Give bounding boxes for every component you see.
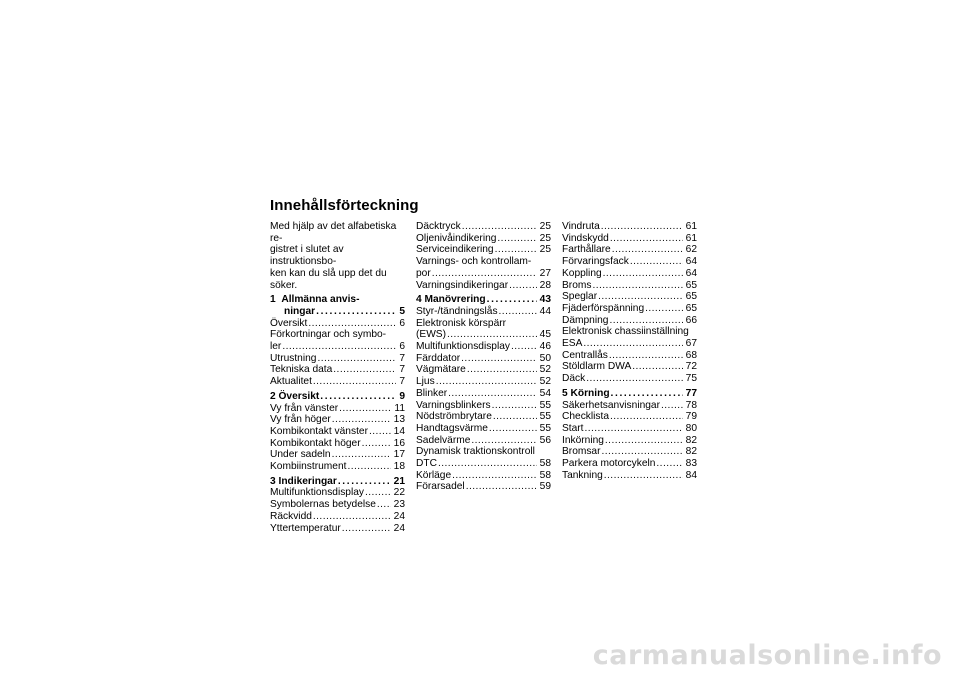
page-number: 65: [685, 291, 697, 303]
page-number: 58: [539, 469, 551, 481]
page-number: 83: [685, 458, 697, 470]
page-number: 61: [685, 221, 697, 232]
intro-line: Med hjälp av det alfabetiska re-: [270, 221, 397, 244]
toc-entry[interactable]: ler . . . 6: [270, 341, 405, 353]
toc-column-1: [270, 221, 405, 534]
page-number: 82: [685, 446, 697, 458]
page-number: 78: [685, 399, 697, 411]
page-number: 7: [399, 376, 405, 388]
toc-entry[interactable]: Oljenivåindikering . . . 25: [416, 233, 551, 245]
page-number: 77: [685, 387, 697, 399]
page-number: 7: [399, 364, 405, 376]
page-number: 16: [393, 437, 405, 449]
toc-entry[interactable]: DTC . . . 58: [416, 458, 551, 470]
toc-entry[interactable]: Under sadeln . . . 17: [270, 449, 405, 461]
page-number: 23: [393, 499, 405, 511]
toc-chapter-1[interactable]: [270, 294, 405, 317]
toc-entry-text: Elektronisk chassiinställning: [562, 326, 689, 338]
page-number: 18: [393, 461, 405, 473]
page-number: 66: [685, 314, 697, 326]
page-number: 80: [685, 422, 697, 434]
toc-entry[interactable]: por . . . 27: [416, 268, 551, 280]
page-number: 65: [685, 279, 697, 291]
page-number: 25: [539, 221, 551, 232]
page-number: 68: [685, 349, 697, 361]
toc-entry[interactable]: Tankning . . . 84: [562, 470, 697, 482]
toc-entry[interactable]: Aktualitet . . . 7: [270, 376, 405, 388]
page-number: 52: [539, 364, 551, 376]
page-number: 59: [539, 481, 551, 493]
toc-entry[interactable]: Vindruta . . . 61: [562, 221, 697, 233]
toc-chapter-1-entry: ningar . . . 5: [270, 306, 405, 318]
toc-entry[interactable]: Bromsar . . . 82: [562, 446, 697, 458]
toc-entry[interactable]: Färddator . . . 50: [416, 353, 551, 365]
toc-entry[interactable]: Utrustning . . . 7: [270, 353, 405, 365]
toc-entry[interactable]: Multifunktionsdisplay . . . 46: [416, 341, 551, 353]
page-number: 7: [399, 352, 405, 364]
toc-entry-text: Förkortningar och symbo-: [270, 329, 387, 341]
toc-chapter-1-title: 1 Allmänna anvis-: [270, 294, 360, 306]
intro-line: ken kan du slå upp det du söker.: [270, 267, 387, 291]
page-number: 25: [539, 232, 551, 244]
toc-entry[interactable]: Tekniska data . . . 7: [270, 364, 405, 376]
toc-entry[interactable]: Förvaringsfack . . . 64: [562, 256, 697, 268]
toc-entry[interactable]: Säkerhetsanvisningar . . . 78: [562, 400, 697, 412]
toc-entry[interactable]: Kombikontakt höger . . . 16: [270, 438, 405, 450]
page-number: 54: [539, 387, 551, 399]
intro-text: [270, 221, 405, 291]
page-number: 24: [393, 510, 405, 522]
page-number: 46: [539, 341, 551, 353]
page-number: 61: [685, 232, 697, 244]
page-number: 62: [685, 244, 697, 256]
page-number: 28: [539, 279, 551, 291]
page-number: 11: [394, 402, 405, 414]
toc-entry[interactable]: Handtagsvärme . . . 55: [416, 423, 551, 435]
page-number: 44: [539, 305, 551, 317]
toc-entry[interactable]: Vy från vänster . . . 11: [270, 403, 405, 415]
page-number: 58: [539, 458, 551, 470]
toc-entry[interactable]: Kombiinstrument . . . 18: [270, 461, 405, 473]
toc-entry[interactable]: Koppling . . . 64: [562, 268, 697, 280]
toc-entry[interactable]: Speglar . . . 65: [562, 291, 697, 303]
toc-entry[interactable]: Sadelvärme . . . 56: [416, 435, 551, 447]
toc-entry[interactable]: Räckvidd . . . 24: [270, 511, 405, 523]
toc-entry[interactable]: Vägmätare . . . 52: [416, 364, 551, 376]
toc-chapter-3[interactable]: 3 Indikeringar . . . 21: [270, 476, 405, 488]
page-number: 56: [539, 434, 551, 446]
page-number: 45: [539, 329, 551, 341]
page-number: 13: [393, 414, 405, 426]
toc-entry[interactable]: Nödströmbrytare . . . 55: [416, 411, 551, 423]
toc-entry[interactable]: Styr-/tändningslås . . . 44: [416, 306, 551, 318]
toc-entry[interactable]: Kombikontakt vänster . . . 14: [270, 426, 405, 438]
toc-entry[interactable]: Multifunktionsdisplay . . . 22: [270, 487, 405, 499]
toc-entry[interactable]: Körläge . . . 58: [416, 470, 551, 482]
toc-entry[interactable]: Varningsindikeringar . . . 28: [416, 280, 551, 292]
page-number: 14: [393, 425, 405, 437]
toc-chapter-2[interactable]: 2 Översikt . . . 9: [270, 391, 405, 403]
toc-entry-text: Dynamisk traktionskontroll: [416, 446, 535, 458]
toc-chapter-4[interactable]: 4 Manövrering . . . 43: [416, 294, 551, 306]
toc-entry[interactable]: Inkörning . . . 82: [562, 435, 697, 447]
page-number: 21: [393, 475, 405, 487]
toc-entry[interactable]: Centrallås . . . 68: [562, 350, 697, 362]
toc-entry-text: Varnings- och kontrollam-: [416, 256, 532, 268]
page-number: 55: [539, 411, 551, 423]
page-number: 52: [539, 376, 551, 388]
toc-entry[interactable]: Farthållare . . . 62: [562, 244, 697, 256]
page-number: 25: [539, 244, 551, 256]
intro-line: gistret i slutet av instruktionsbo-: [270, 244, 344, 268]
page-number: 79: [685, 411, 697, 423]
page-title: Innehållsförteckning: [270, 197, 419, 214]
page-number: 22: [393, 487, 405, 499]
toc-entry[interactable]: Ljus . . . 52: [416, 376, 551, 388]
toc-entry[interactable]: Fjäderförspänning . . . 65: [562, 303, 697, 315]
page-number: 17: [393, 449, 405, 461]
watermark: carmanualsonline.info: [592, 640, 942, 671]
toc-entry[interactable]: Start . . . 80: [562, 423, 697, 435]
page-number: 6: [399, 317, 405, 329]
toc-entry[interactable]: Checklista . . . 79: [562, 411, 697, 423]
page-number: 9: [399, 390, 405, 402]
toc-entry[interactable]: Stöldlarm DWA . . . 72: [562, 361, 697, 373]
page-number: 72: [685, 361, 697, 373]
toc-entry[interactable]: (EWS) . . . 45: [416, 329, 551, 341]
page-number: 27: [539, 267, 551, 279]
page-number: 6: [399, 341, 405, 353]
page-number: 55: [539, 422, 551, 434]
toc-entry[interactable]: Översikt . . . 6: [270, 318, 405, 330]
toc-entry[interactable]: Däcktryck . . . 25: [416, 221, 551, 233]
toc-entry[interactable]: Förarsadel . . . 59: [416, 481, 551, 493]
toc-entry[interactable]: Yttertemperatur . . . 24: [270, 523, 405, 535]
toc-entry[interactable]: Broms . . . 65: [562, 280, 697, 292]
page-number: 65: [685, 302, 697, 314]
page-number: 64: [685, 267, 697, 279]
page-number: 50: [539, 352, 551, 364]
page-number: 43: [539, 294, 551, 306]
page-number: 82: [685, 434, 697, 446]
toc-entry[interactable]: Blinker . . . 54: [416, 388, 551, 400]
toc-entry[interactable]: Dämpning . . . 66: [562, 315, 697, 327]
toc-entry[interactable]: ESA . . . 67: [562, 338, 697, 350]
toc-entry[interactable]: Parkera motorcykeln . . . 83: [562, 458, 697, 470]
page-number: 24: [393, 522, 405, 534]
toc-entry[interactable]: Vy från höger . . . 13: [270, 414, 405, 426]
page-number: 67: [685, 338, 697, 350]
toc-column-3: [562, 221, 697, 481]
toc-entry[interactable]: Symbolernas betydelse . . . 23: [270, 499, 405, 511]
toc-entry[interactable]: Serviceindikering . . . 25: [416, 244, 551, 256]
toc-entry[interactable]: Vindskydd . . . 61: [562, 233, 697, 245]
page-number: 55: [539, 399, 551, 411]
toc-column-2: [416, 221, 551, 493]
page-number: 75: [685, 373, 697, 385]
page-number: 64: [685, 256, 697, 268]
page-number: 84: [685, 469, 697, 481]
toc-chapter-5[interactable]: 5 Körning . . . 77: [562, 388, 697, 400]
toc-entry[interactable]: Däck . . . 75: [562, 373, 697, 385]
toc-entry[interactable]: Varningsblinkers . . . 55: [416, 400, 551, 412]
toc-entry-text: Elektronisk körspärr: [416, 317, 507, 329]
page-number: 5: [399, 305, 405, 317]
